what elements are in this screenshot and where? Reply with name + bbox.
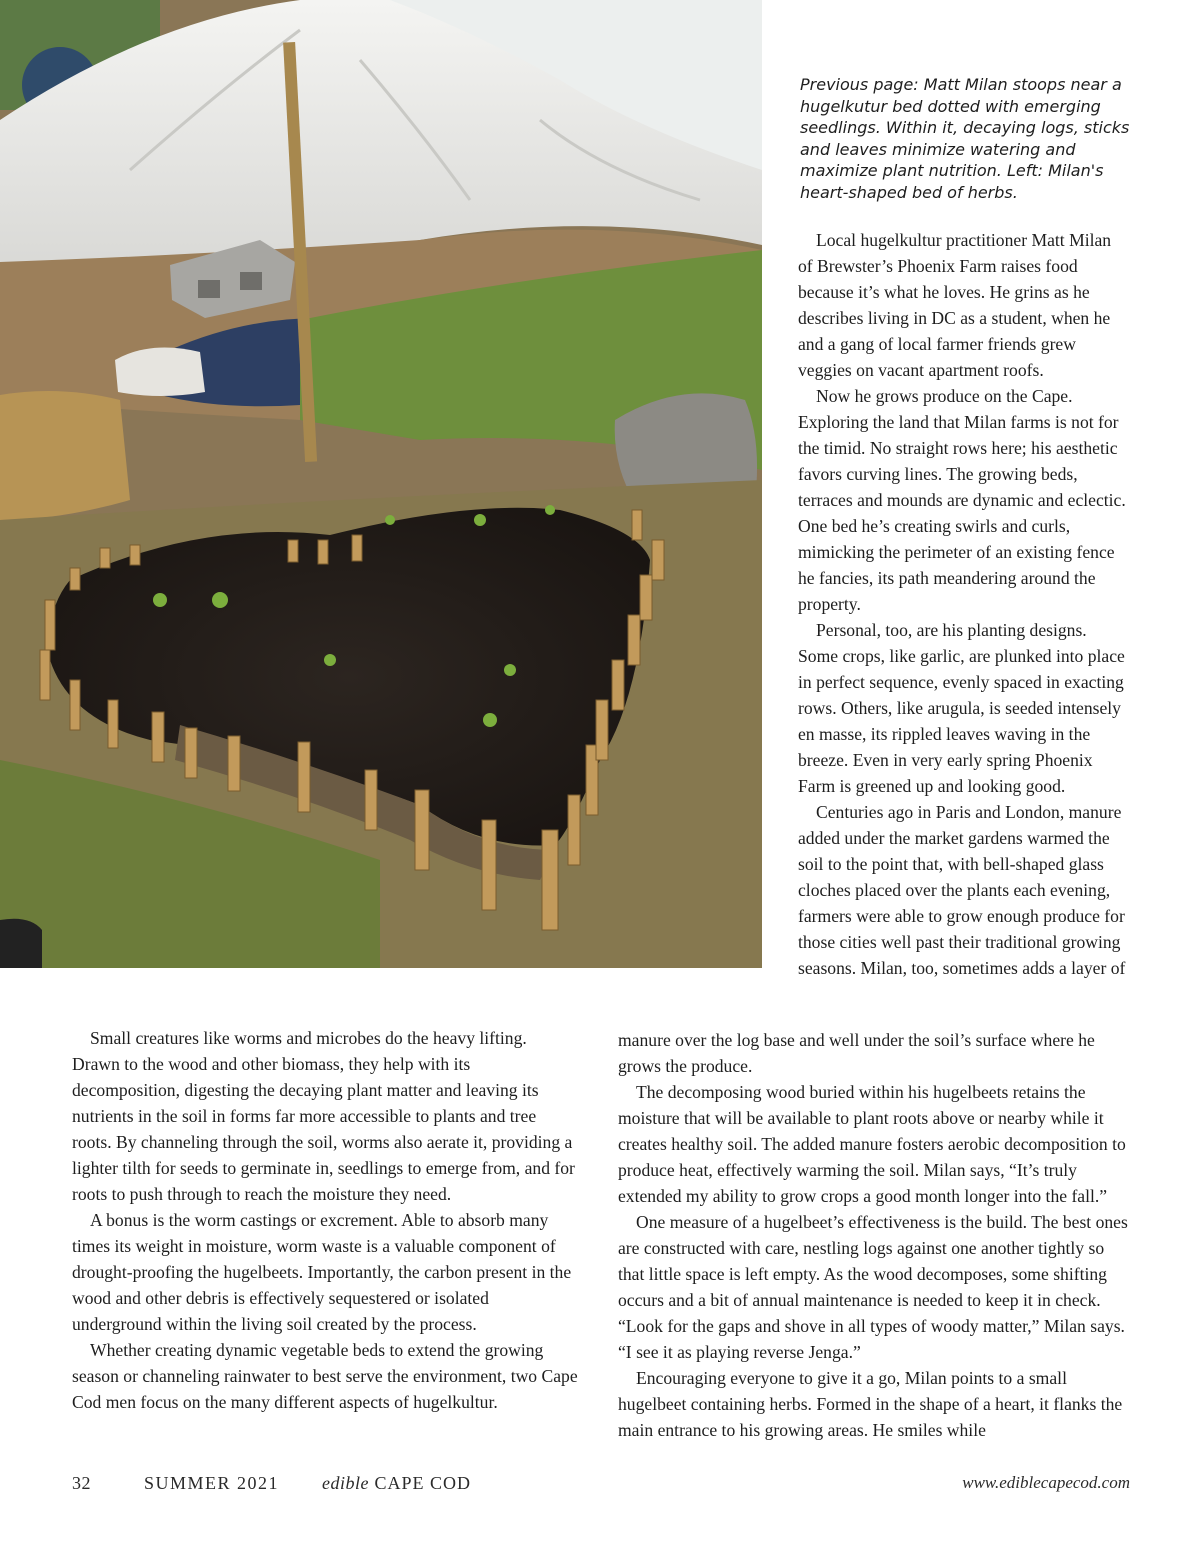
brand-edible: edible [322,1473,369,1493]
paragraph-continuation: manure over the log base and well under the soil’s surface where he grows the produce. [618,1030,1095,1076]
issue-label: SUMMER 2021 [144,1473,280,1493]
magazine-brand [322,1473,471,1494]
paragraph: Encouraging everyone to give it a go, Milan points to a small hugelbeet containing herbs. Formed in the shape of a heart, it flanks the main entrance to his growing areas. He smiles while [618,1368,1123,1440]
paragraph: Personal, too, are his planting designs. Some crops, like garlic, are plunked into place in perfect sequence, evenly spaced in exacting rows. Others, like arugula, is seeded intensely en masse, its rippled leaves waving in the breeze. Even in very early spring Phoenix Farm is greened up and looking good. [798,620,1125,796]
article-column-right-top [798,227,1130,981]
website-url[interactable]: www.ediblecapecod.com [962,1473,1130,1492]
paragraph: Centuries ago in Paris and London, manure added under the market gardens warmed the soil to the point that, with bell-shaped glass cloches placed over the plants each evening, farmers were able to grow enough produce for those cities well past their traditional growing seasons. Milan, too, sometimes adds a layer of [798,802,1126,978]
article-column-left [72,1025,578,1415]
paragraph: A bonus is the worm castings or excrement. Able to absorb many times its weight in moisture, worm waste is a valuable component of drought-proofing the hugelbeets. Importantly, the carbon present in the wood and other debris is effectively sequestered or isolated underground within the living soil created by the process. [72,1210,572,1334]
photo-caption [800,74,1130,204]
article-column-right-bottom [618,1027,1130,1443]
paragraph: One measure of a hugelbeet’s effectiveness is the build. The best ones are constructed with care, nestling logs against one another tightly so that little space is left empty. As the wood decomposes, some shifting occurs and a bit of annual maintenance is needed to keep it in check. “Look for the gaps and shove in all types of woody matter,” Milan says. “I see it as playing reverse Jenga.” [618,1212,1128,1362]
paragraph: Local hugelkultur practitioner Matt Milan of Brewster’s Phoenix Farm raises food because it’s what he loves. He grins as he describes living in DC as a student, when he and a gang of local farmer friends grew veggies on vacant apartment roofs. [798,230,1112,380]
page-footer [72,1473,1130,1499]
heart-shaped-herb-bed-photo [0,0,762,968]
paragraph: Whether creating dynamic vegetable beds to extend the growing season or channeling rainwater to best serve the environment, two Cape Cod men focus on the many different aspects of hugelkultur. [72,1340,578,1412]
paragraph: Small creatures like worms and microbes do the heavy lifting. Drawn to the wood and other biomass, they help with its decomposition, digesting the decaying plant matter and leaving its nutrients in the soil in forms far more accessible to plants and tree roots. By channeling through the soil, worms also aerate it, providing a lighter tilth for seeds to germinate in, seedlings to emerge from, and for roots to push through to reach the moisture they need. [72,1028,575,1204]
brand-name: CAPE COD [368,1473,471,1493]
caption-text: Previous page: Matt Milan stoops near a hugelkutur bed dotted with emerging seedlings. Within it, decaying logs, sticks and leaves minimize watering and maximize plant nutrition. Left: Milan's heart-shaped bed of herbs. [800,75,1130,202]
paragraph: The decomposing wood buried within his hugelbeets retains the moisture that will be available to plant roots above or nearby while it creates healthy soil. The added manure fosters aerobic decomposition to produce heat, effectively warming the soil. Milan says, “It’s truly extended my ability to grow crops a good month longer into the fall.” [618,1082,1126,1206]
page-number: 32 [72,1473,91,1493]
paragraph: Now he grows produce on the Cape. Exploring the land that Milan farms is not for the timid. No straight rows here; his aesthetic favors curving lines. The growing beds, terraces and mounds are dynamic and eclectic. One bed he’s creating swirls and curls, mimicking the perimeter of an existing fence he fancies, its path meandering around the property. [798,386,1126,614]
